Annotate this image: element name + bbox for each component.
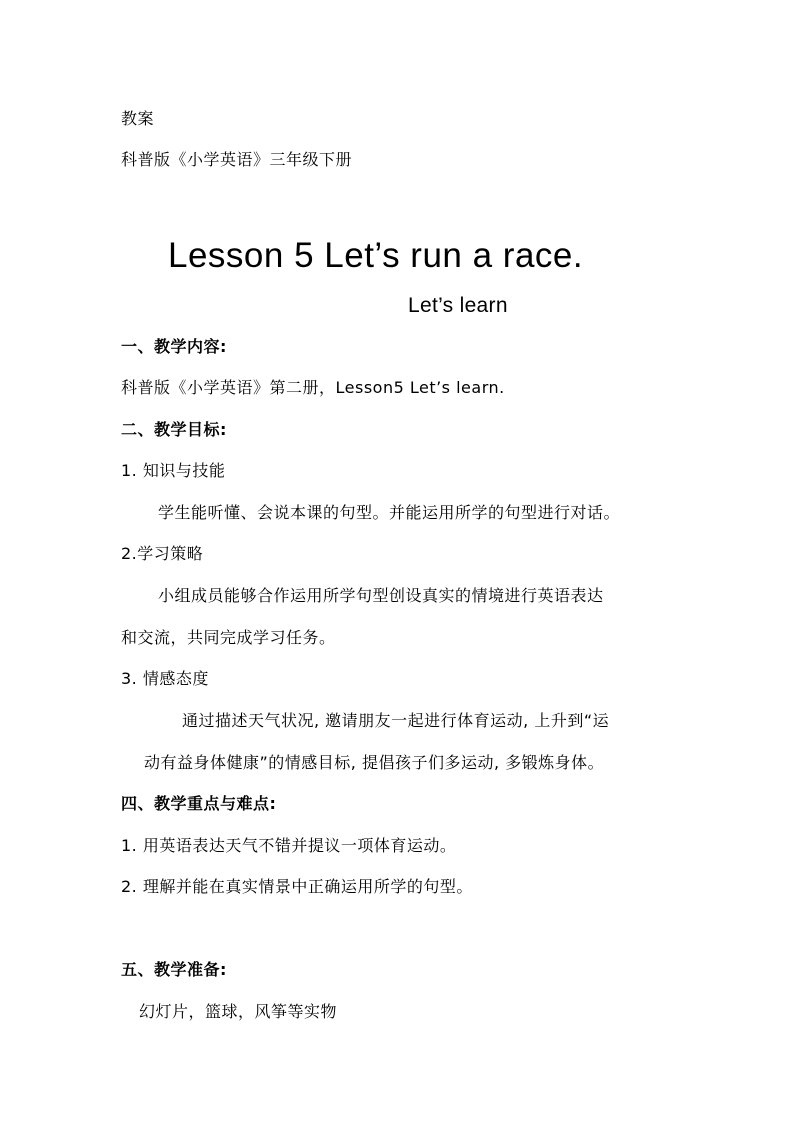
- preparation-text: 幻灯片，篮球，风筝等实物: [139, 1002, 338, 1021]
- section-heading-objectives: 二、教学目标:: [121, 420, 227, 439]
- objective-2-text-line2: 和交流，共同完成学习任务。: [121, 628, 336, 647]
- doc-type-label: 教案: [121, 109, 155, 128]
- objective-2-text-line1: 小组成员能够合作运用所学句型创设真实的情境进行英语表达: [158, 586, 604, 605]
- objective-2-title: 2.学习策略: [121, 544, 204, 563]
- section-subtitle: Let’s learn: [408, 294, 508, 317]
- objective-3-text-line2: 动有益身体健康”的情感目标, 提倡孩子们多运动, 多锻炼身体。: [144, 753, 605, 772]
- section-heading-preparation: 五、教学准备:: [121, 960, 227, 979]
- key-point-1: 1. 用英语表达天气不错并提议一项体育运动。: [121, 836, 457, 855]
- section-heading-content: 一、教学内容:: [121, 337, 227, 356]
- objective-3-title: 3. 情感态度: [121, 669, 209, 688]
- textbook-label: 科普版《小学英语》三年级下册: [121, 150, 353, 169]
- objective-1-text: 学生能听懂、会说本课的句型。并能运用所学的句型进行对话。: [158, 503, 621, 522]
- section-content-text: 科普版《小学英语》第二册，Lesson5 Let’s learn.: [121, 378, 505, 397]
- section-heading-key-points: 四、教学重点与难点:: [121, 794, 277, 813]
- objective-3-text-line1: 通过描述天气状况, 邀请朋友一起进行体育运动, 上升到“运: [182, 711, 610, 730]
- lesson-title: Lesson 5 Let’s run a race.: [168, 236, 584, 275]
- key-point-2: 2. 理解并能在真实情景中正确运用所学的句型。: [121, 877, 473, 896]
- objective-1-title: 1. 知识与技能: [121, 461, 226, 480]
